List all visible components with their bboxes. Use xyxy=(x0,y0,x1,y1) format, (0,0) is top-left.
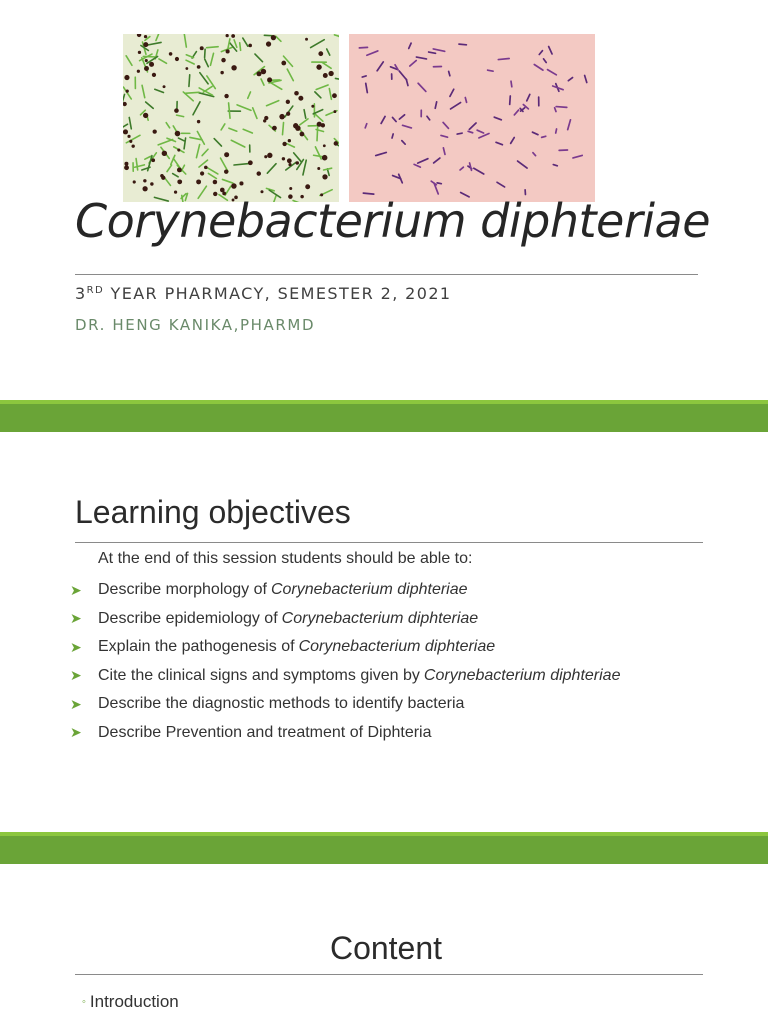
objective-item: ➤ Cite the clinical signs and symptoms given by Corynebacterium diphteriae xyxy=(70,666,621,684)
arrow-bullet-icon: ➤ xyxy=(70,610,82,627)
objectives-heading: Learning objectives xyxy=(75,494,351,530)
arrow-bullet-icon: ➤ xyxy=(70,667,82,684)
objectives-intro: At the end of this session students should be able to: xyxy=(98,550,473,567)
content-list xyxy=(82,992,179,1012)
title-slide xyxy=(0,0,768,400)
micrograph-gram-stain xyxy=(349,34,595,202)
slide-separator xyxy=(0,832,768,864)
arrow-bullet-icon: ➤ xyxy=(70,724,82,741)
content-heading: Content xyxy=(329,930,443,966)
objective-item: ➤ Describe morphology of Corynebacterium diphteriae xyxy=(70,581,468,599)
objective-item: ➤ Explain the pathogenesis of Corynebacterium diphteriae xyxy=(70,638,496,656)
objective-item: ➤ Describe the diagnostic methods to identify bacteria xyxy=(70,695,465,713)
objectives-slide xyxy=(0,432,768,832)
objective-item: ➤ Describe Prevention and treatment of Diphteria xyxy=(70,723,432,741)
objectives-list xyxy=(70,576,620,747)
micrograph-green-stain xyxy=(123,34,339,202)
content-item: ◦ Introduction xyxy=(82,992,179,1011)
objective-item: ➤ Describe epidemiology of Corynebacterium diphteriae xyxy=(70,609,479,627)
title-divider xyxy=(75,274,698,275)
author-name: DR. HENG KANIKA,PHARMD xyxy=(75,316,316,334)
content-slide xyxy=(0,864,768,1024)
arrow-bullet-icon: ➤ xyxy=(70,581,82,598)
heading-divider xyxy=(75,542,703,543)
arrow-bullet-icon: ➤ xyxy=(70,638,82,655)
course-subtitle: 3RD YEAR PHARMACY, SEMESTER 2, 2021 xyxy=(75,284,452,303)
heading-divider xyxy=(75,974,703,975)
slide-title: Corynebacterium diphteriae xyxy=(75,194,710,248)
circle-bullet-icon: ◦ xyxy=(82,996,86,1008)
arrow-bullet-icon: ➤ xyxy=(70,695,82,712)
slide-separator xyxy=(0,400,768,432)
